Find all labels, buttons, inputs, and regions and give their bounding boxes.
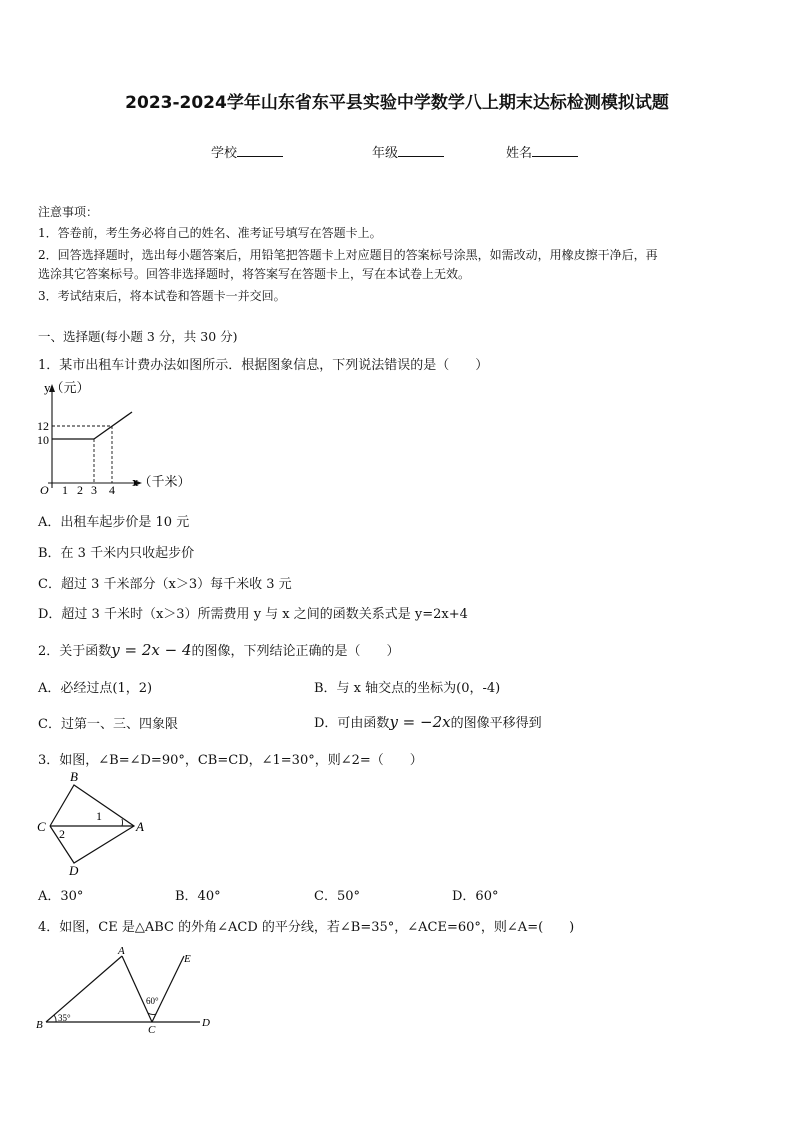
angle-b-arc [54, 1015, 56, 1022]
label-angle-2: 2 [59, 827, 65, 841]
name-blank [532, 144, 578, 157]
question-2-stem [38, 640, 400, 659]
page-title: 2023-2024学年山东省东平县实验中学数学八上期末达标检测模拟试题 [125, 93, 669, 113]
question-1-option-a: A．出租车起步价是 10 元 [38, 515, 190, 530]
question-1-option-d: D．超过 3 千米时（x＞3）所需费用 y 与 x 之间的函数关系式是 y=2x+4 [38, 607, 468, 622]
grade-field [372, 142, 444, 161]
question-3-option-d: D．60° [452, 889, 499, 904]
name-field [506, 142, 578, 161]
section-heading: 一、选择题(每小题 3 分，共 30 分) [38, 329, 238, 344]
label-b: B [70, 769, 78, 784]
x-tick: 4 [109, 483, 115, 496]
label-angle-1: 1 [96, 809, 102, 823]
note-line: 1．答卷前，考生务必将自己的姓名、准考证号填写在答题卡上。 [38, 226, 382, 240]
triangle-figure [34, 944, 224, 1040]
label-angle-b: 35° [58, 1013, 71, 1023]
question-3-option-b: B．40° [175, 889, 221, 904]
q2-option-d-formula: y = −2x [389, 713, 451, 731]
question-3-option-a: A．30° [38, 889, 84, 904]
q2-formula: y = 2x − 4 [111, 641, 192, 659]
tick-10: 10 [37, 433, 49, 447]
label-a: A [118, 945, 125, 957]
label-c: C [148, 1024, 156, 1036]
question-1-stem: 1．某市出租车计费办法如图所示．根据图象信息，下列说法错误的是（ ） [38, 358, 489, 373]
label-c: C [37, 819, 46, 834]
school-field [211, 142, 283, 161]
side-ac [122, 956, 152, 1022]
taxi-fare-graph [34, 376, 194, 496]
kite-figure [34, 768, 154, 878]
question-2-option-c: C．过第一、三、四象限 [38, 717, 178, 732]
label-b: B [36, 1019, 43, 1031]
label-d: D [202, 1017, 210, 1029]
q2-stem-post: 的图像，下列结论正确的是（ ） [191, 644, 400, 659]
x-tick: 1 [62, 483, 68, 496]
question-2-option-d [314, 712, 542, 731]
kite-outline [50, 785, 134, 863]
rising-segment [94, 412, 132, 439]
label-a: A [136, 819, 144, 834]
question-2-option-a: A．必经过点(1，2) [38, 681, 153, 696]
note-line: 2．回答选择题时，选出每小题答案后，用铅笔把答题卡上对应题目的答案标号涂黑，如需改动，用橡皮擦干净后，再 [38, 248, 658, 262]
x-axis-label: x（千米） [132, 474, 191, 489]
q2-stem-pre: 2．关于函数 [38, 644, 112, 659]
x-tick: 3 [91, 483, 97, 496]
question-1-option-b: B．在 3 千米内只收起步价 [38, 546, 195, 561]
question-2-option-b: B．与 x 轴交点的坐标为(0，-4) [314, 681, 501, 696]
question-3-option-c: C．50° [314, 889, 360, 904]
angle-1-arc [122, 819, 123, 826]
school-blank [237, 144, 283, 157]
label-e: E [184, 953, 191, 965]
notes-heading: 注意事项： [38, 205, 99, 219]
question-4-stem: 4．如图，CE 是△ABC 的外角∠ACD 的平分线，若∠B=35°，∠ACE=60°，则∠A=( ) [38, 920, 575, 935]
question-3-stem: 3．如图，∠B=∠D=90°，CB=CD，∠1=30°，则∠2=（ ） [38, 753, 423, 768]
tick-12: 12 [37, 419, 49, 433]
question-1-option-c: C．超过 3 千米部分（x＞3）每千米收 3 元 [38, 577, 292, 592]
origin-label: O [40, 483, 49, 496]
q2-option-d-pre: D．可由函数 [314, 716, 390, 731]
label-angle-c: 60° [146, 996, 159, 1006]
note-line: 选涂其它答案标号。回答非选择题时，将答案写在答题卡上，写在本试卷上无效。 [38, 267, 471, 281]
school-label: 学校 [211, 146, 238, 161]
note-line: 3．考试结束后，将本试卷和答题卡一并交回。 [38, 289, 286, 303]
label-d: D [69, 863, 79, 878]
angle-c-arc [148, 1013, 156, 1015]
x-tick: 2 [77, 483, 83, 496]
name-label: 姓名 [506, 146, 533, 161]
grade-label: 年级 [372, 146, 399, 161]
y-axis-label: y（元） [44, 380, 90, 395]
q2-option-d-post: 的图像平移得到 [450, 716, 542, 731]
ray-ce [152, 956, 184, 1022]
grade-blank [398, 144, 444, 157]
